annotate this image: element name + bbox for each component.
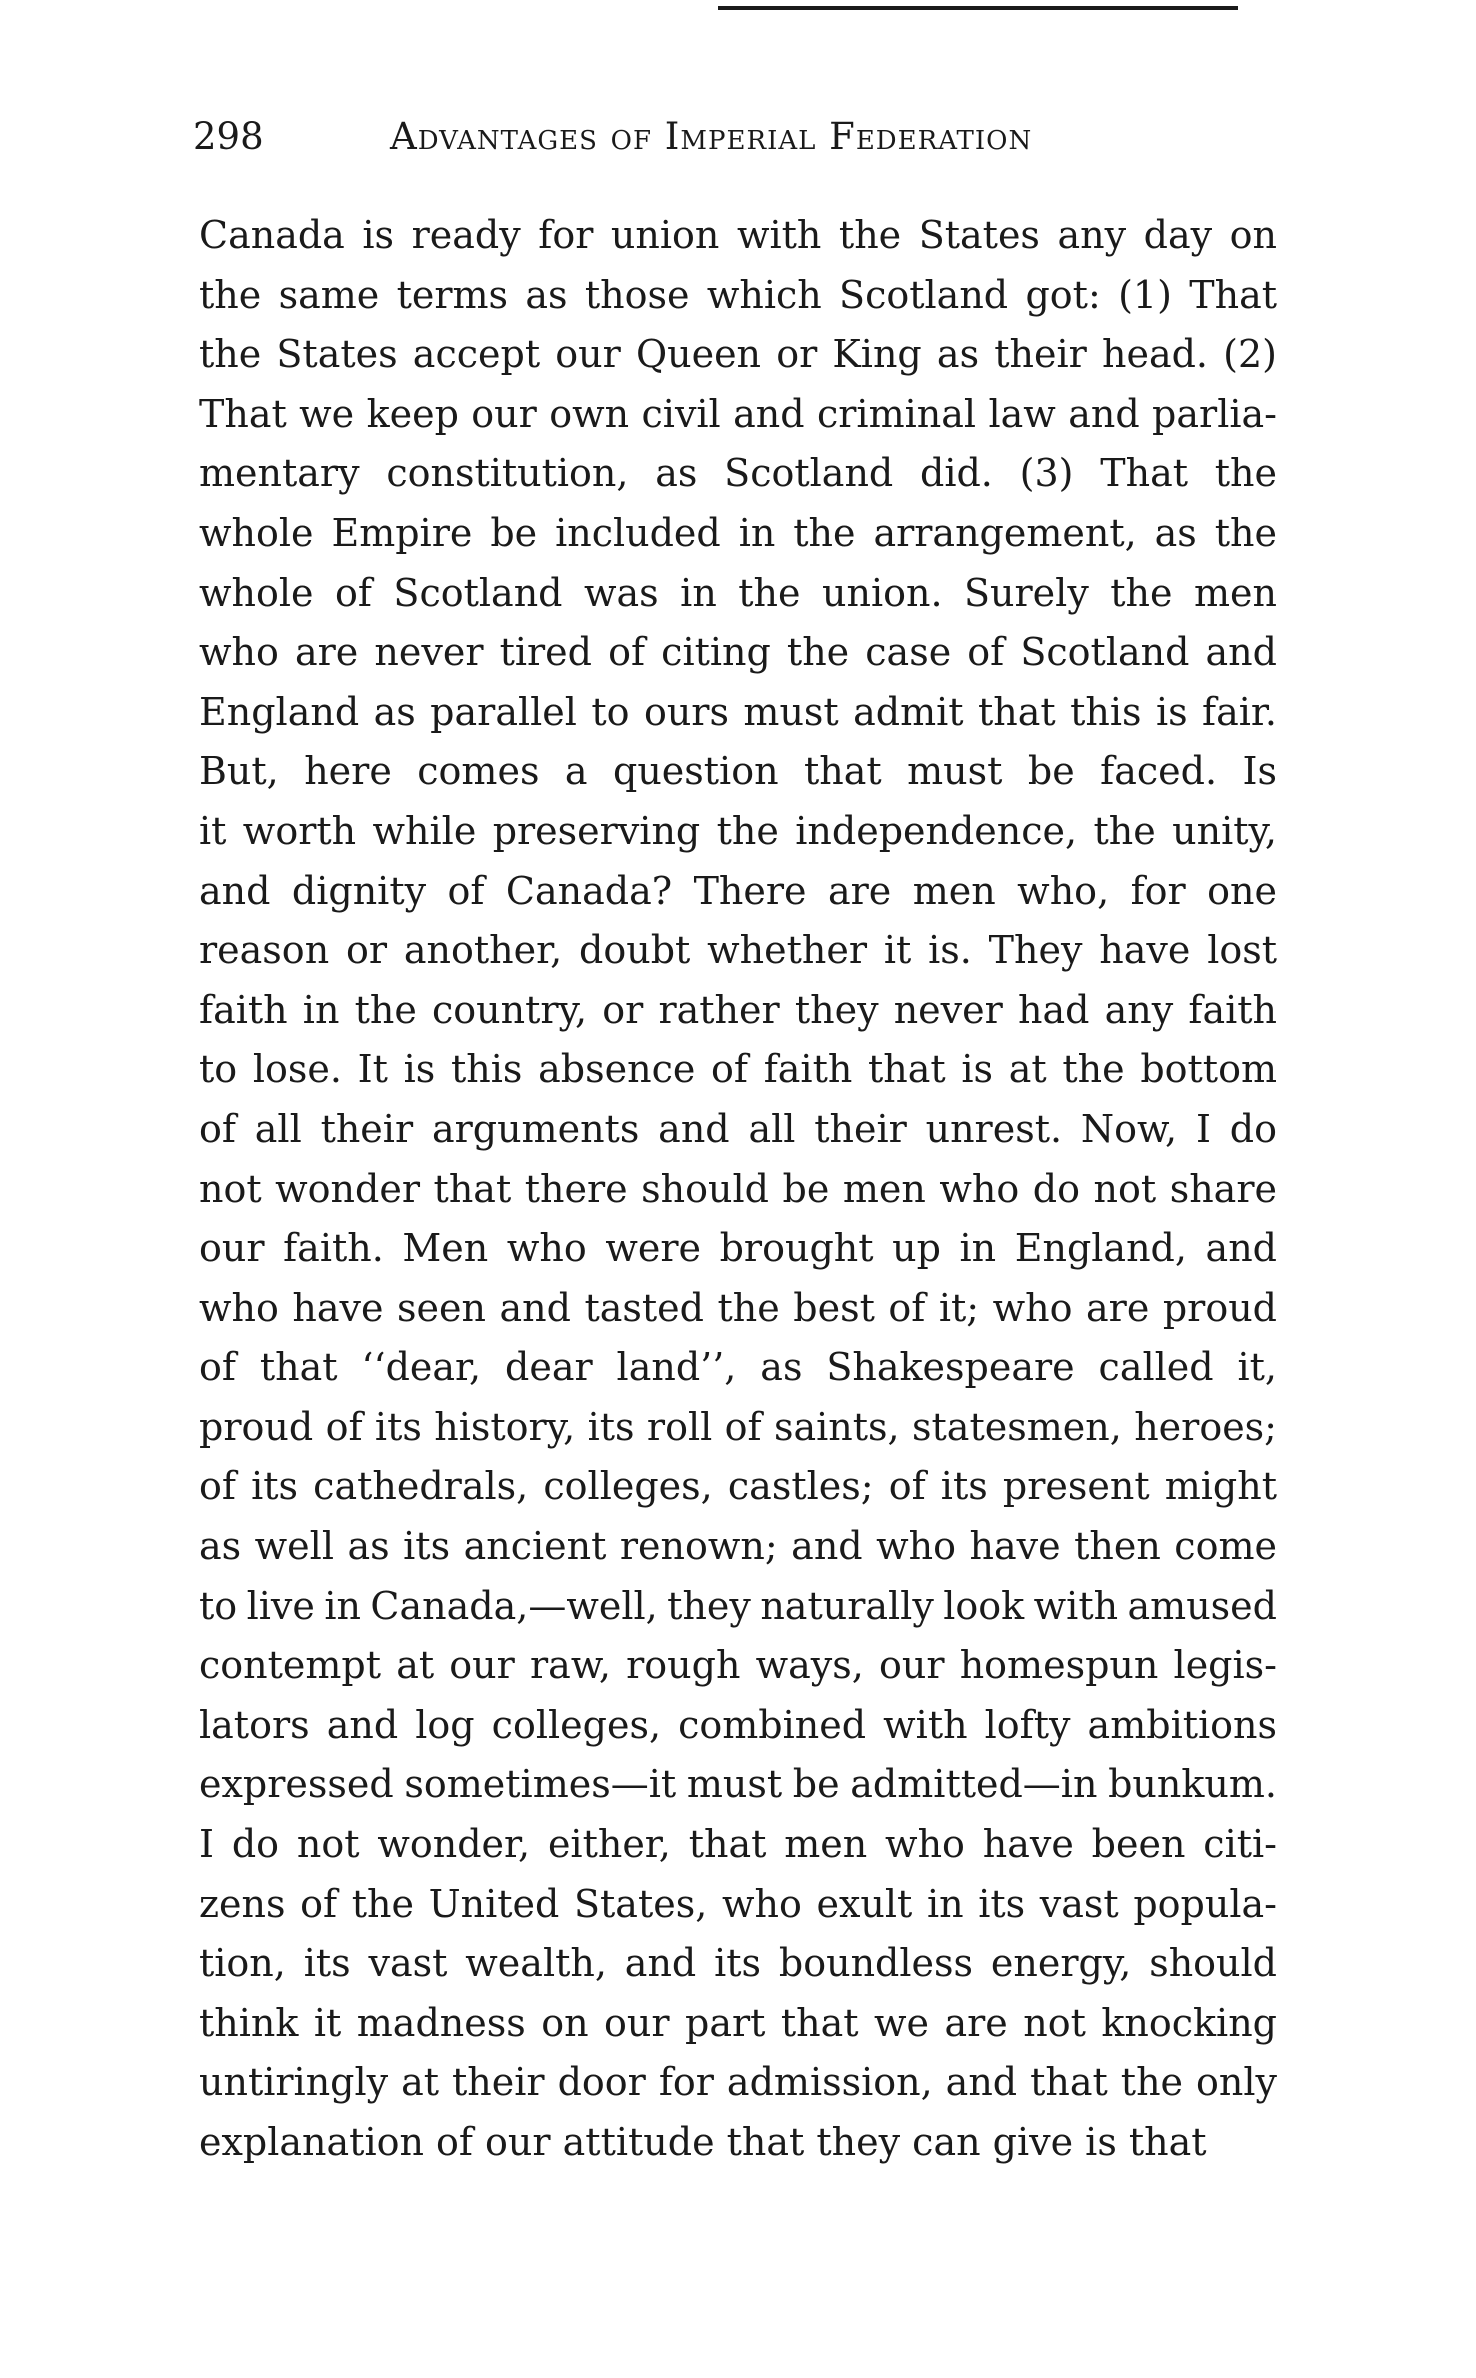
text-line: contempt at our raw, rough ways, our homespun legis- [199,1643,1277,1688]
text-line: faith in the country, or rather they never had any faith [199,987,1277,1032]
text-line: it worth while preserving the independence, the unity, [199,808,1277,853]
text-line: whole of Scotland was in the union. Surely the men [199,570,1277,615]
text-line: mentary constitution, as Scotland did. (3) That the [199,451,1277,496]
text-line: the same terms as those which Scotland got: (1) That [199,272,1277,317]
text-line: That we keep our own civil and criminal law and parlia- [199,391,1277,436]
text-line: who have seen and tasted the best of it; who are proud [199,1285,1277,1330]
top-rule [718,6,1238,10]
text-line: to lose. It is this absence of faith that is at the bottom [199,1047,1277,1092]
text-line: the States accept our Queen or King as their head. (2) [199,332,1277,377]
running-head [193,112,1283,162]
text-line: not wonder that there should be men who do not share [199,1166,1277,1211]
text-line: to live in Canada,—well, they naturally look with amused [199,1583,1277,1628]
text-line: of that ‘‘dear, dear land’’, as Shakespeare called it, [199,1345,1277,1390]
text-line: England as parallel to ours must admit that this is fair. [199,689,1277,734]
text-line: and dignity of Canada? There are men who, for one [199,868,1277,913]
text-line: who are never tired of citing the case of Scotland and [199,630,1277,675]
text-line: But, here comes a question that must be faced. Is [199,749,1277,794]
text-line: tion, its vast wealth, and its boundless energy, should [199,1941,1277,1986]
text-line: explanation of our attitude that they can give is that [199,2120,1207,2164]
text-line: as well as its ancient renown; and who have then come [199,1524,1277,1569]
text-line: Canada is ready for union with the States any day on [199,213,1277,257]
text-line: expressed sometimes—it must be admitted—in bunkum. [199,1762,1277,1807]
text-line: reason or another, doubt whether it is. They have lost [199,928,1277,973]
running-title: Advantages of Imperial Federation [390,115,1033,158]
text-line: proud of its history, its roll of saints, statesmen, heroes; [199,1404,1277,1449]
text-line: lators and log colleges, combined with lofty ambitions [199,1702,1277,1747]
text-line: of its cathedrals, colleges, castles; of its present might [199,1464,1277,1509]
text-line: of all their arguments and all their unrest. Now, I do [199,1106,1277,1151]
text-line: think it madness on our part that we are not knocking [199,2000,1277,2045]
text-line: I do not wonder, either, that men who have been citi- [199,1822,1277,1867]
text-line: untiringly at their door for admission, and that the only [199,2060,1277,2105]
text-line: our faith. Men who were brought up in England, and [199,1226,1277,1271]
page-number: 298 [193,115,264,158]
body-text [199,206,1399,2173]
text-line: whole Empire be included in the arrangement, as the [199,510,1277,555]
text-line: zens of the United States, who exult in its vast popula- [199,1881,1277,1926]
